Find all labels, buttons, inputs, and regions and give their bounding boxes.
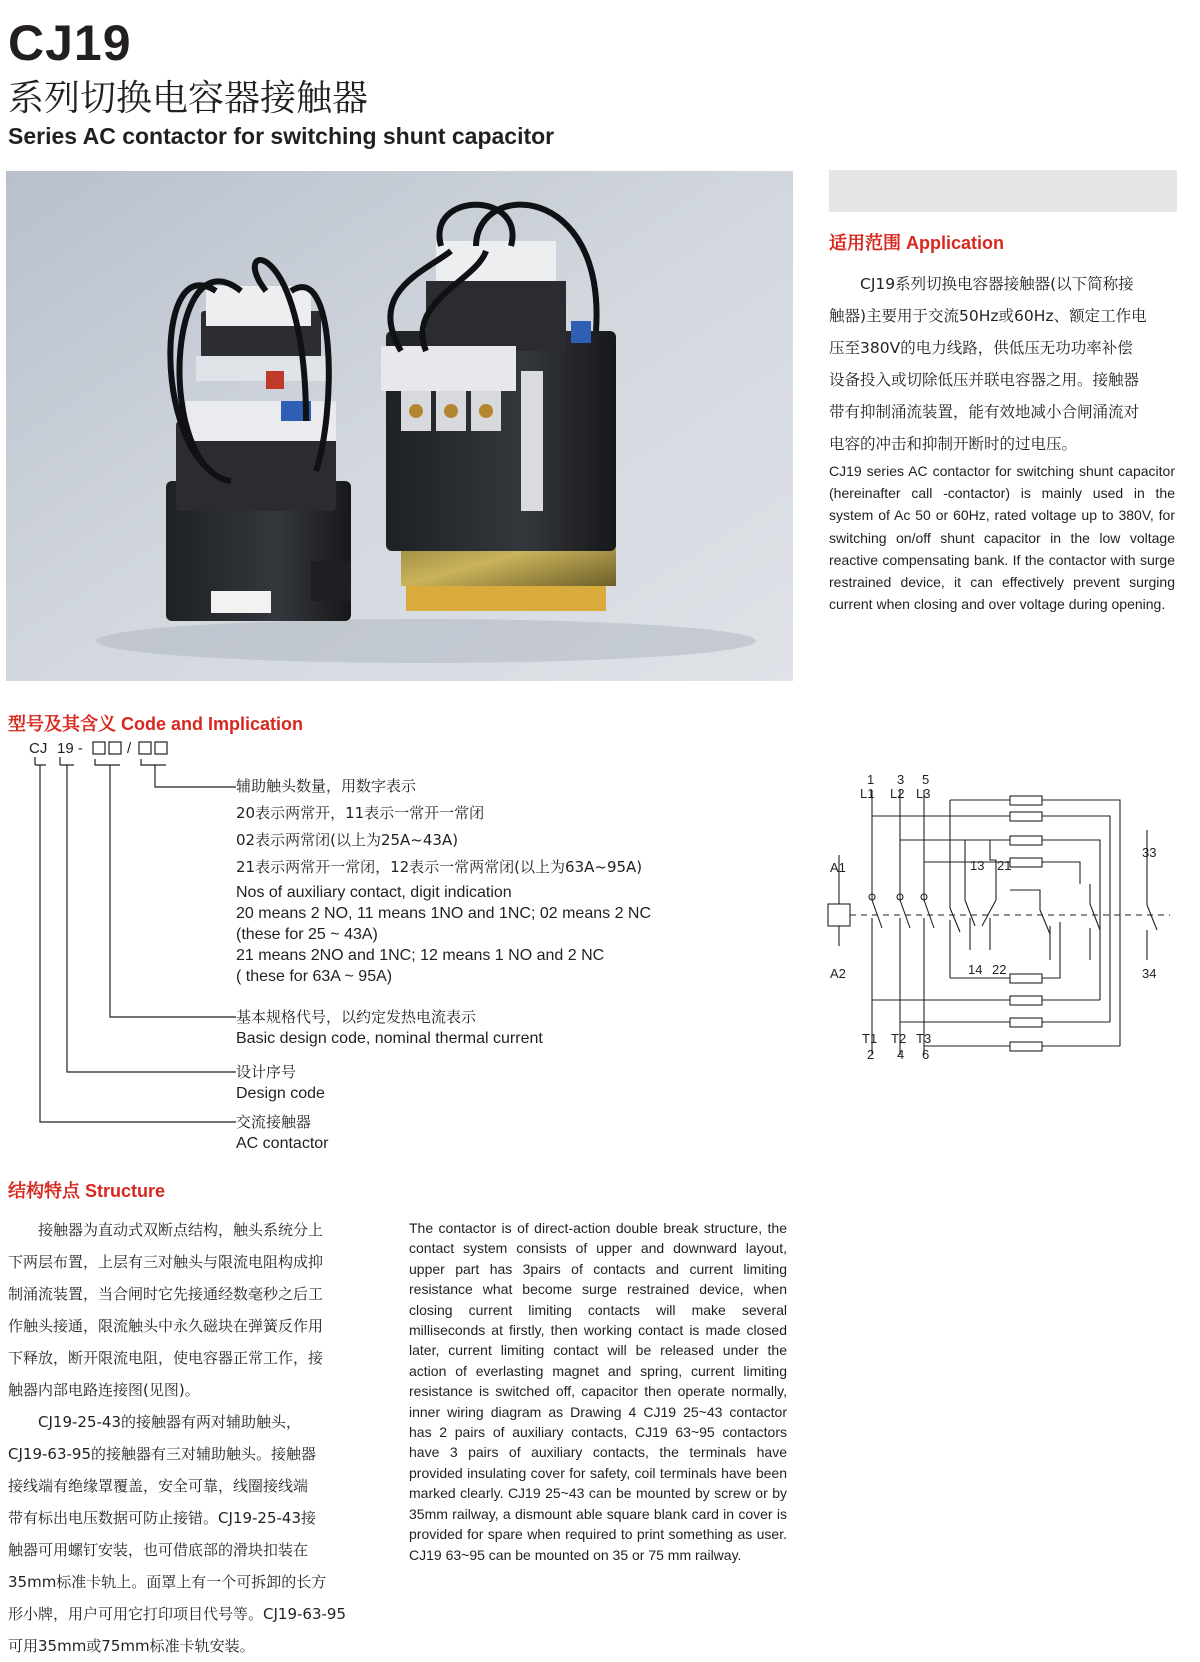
label-t2: T2 bbox=[891, 1031, 907, 1046]
label-33: 33 bbox=[1142, 845, 1157, 860]
aux-cn-line: 02表示两常闭(以上为25A~43A) bbox=[236, 831, 459, 849]
design-code-description bbox=[236, 1062, 325, 1104]
aux-en-line: 21 means 2NO and 1NC; 12 means 1 NO and 2 NC bbox=[236, 947, 605, 964]
structure-cn-line: 触器内部电路连接图(见图)。 bbox=[8, 1381, 200, 1399]
structure-cn-line: 可用35mm或75mm标准卡轨安装。 bbox=[8, 1637, 255, 1655]
aux-contact-description bbox=[236, 776, 716, 987]
aux-en-line: 20 means 2 NO, 11 means 1NO and 1NC; 02 means 2 NC bbox=[236, 905, 652, 922]
label-6: 6 bbox=[922, 1047, 930, 1062]
ac-cn: 交流接触器 bbox=[236, 1113, 312, 1131]
basic-design-description bbox=[236, 1007, 543, 1049]
structure-cn-line: 接触器为直动式双断点结构，触头系统分上 bbox=[38, 1221, 324, 1239]
label-1: 1 bbox=[867, 772, 875, 787]
label-t3: T3 bbox=[916, 1031, 932, 1046]
model-title: CJ19 bbox=[8, 15, 132, 71]
structure-cn-line: 作触头接通，限流触头中永久磁块在弹簧反作用 bbox=[8, 1317, 324, 1335]
label-a2: A2 bbox=[830, 966, 846, 981]
ac-en: AC contactor bbox=[236, 1135, 329, 1152]
code-number: 19 - bbox=[57, 740, 83, 757]
label-5: 5 bbox=[922, 772, 930, 787]
aux-cn-line: 21表示两常开一常闭，12表示一常两常闭(以上为63A~95A) bbox=[236, 858, 643, 876]
label-13: 13 bbox=[970, 858, 985, 873]
title-chinese: 系列切换电容器接触器 bbox=[8, 78, 369, 119]
label-l2: L2 bbox=[890, 786, 905, 801]
application-cn-line: CJ19系列切换电容器接触器(以下简称接 bbox=[860, 275, 1134, 293]
title-english: Series AC contactor for switching shunt capacitor bbox=[8, 123, 555, 149]
structure-cn-line: 触器可用螺钉安装，也可借底部的滑块扣装在 bbox=[8, 1541, 309, 1559]
application-cn-text bbox=[829, 268, 1175, 460]
aux-en-line: Nos of auxiliary contact, digit indication bbox=[236, 884, 512, 901]
label-l3: L3 bbox=[916, 786, 931, 801]
application-heading: 适用范围 Application bbox=[829, 233, 1004, 253]
label-3: 3 bbox=[897, 772, 905, 787]
aux-en-line: ( these for 63A ~ 95A) bbox=[236, 968, 393, 985]
structure-cn-line: CJ19-63-95的接触器有三对辅助触头。接触器 bbox=[8, 1445, 316, 1463]
label-22: 22 bbox=[992, 962, 1007, 977]
label-2: 2 bbox=[867, 1047, 875, 1062]
code-prefix: CJ bbox=[29, 740, 48, 757]
application-cn-line: 触器)主要用于交流50Hz或60Hz、额定工作电 bbox=[829, 307, 1147, 325]
application-cn-line: 设备投入或切除低压并联电容器之用。接触器 bbox=[829, 371, 1140, 389]
product-photo bbox=[6, 171, 793, 681]
decorative-gray-bar bbox=[829, 170, 1177, 212]
code-slash: / bbox=[127, 740, 132, 757]
structure-cn-line: 下释放，断开限流电阻，使电容器正常工作，接 bbox=[8, 1349, 324, 1367]
label-4: 4 bbox=[897, 1047, 905, 1062]
structure-cn-line: 制涌流装置，当合闸时它先接通经数毫秒之后工 bbox=[8, 1285, 324, 1303]
label-14: 14 bbox=[968, 962, 983, 977]
basic-en: Basic design code, nominal thermal current bbox=[236, 1030, 543, 1047]
structure-cn-line: 35mm标准卡轨上。面罩上有一个可拆卸的长方 bbox=[8, 1573, 327, 1591]
wiring-diagram bbox=[820, 760, 1180, 1080]
design-cn: 设计序号 bbox=[236, 1063, 297, 1081]
structure-cn-line: 下两层布置，上层有三对触头与限流电阻构成抑 bbox=[8, 1253, 324, 1271]
basic-cn: 基本规格代号，以约定发热电流表示 bbox=[236, 1008, 477, 1026]
structure-cn-text bbox=[8, 1214, 374, 1662]
label-21: 21 bbox=[997, 858, 1012, 873]
label-a1: A1 bbox=[830, 860, 846, 875]
aux-en-line: (these for 25 ~ 43A) bbox=[236, 926, 378, 943]
structure-cn-line: 带有标出电压数据可防止接错。CJ19-25-43接 bbox=[8, 1509, 316, 1527]
code-heading: 型号及其含义 Code and Implication bbox=[8, 714, 304, 734]
aux-cn-line: 辅助触头数量，用数字表示 bbox=[236, 777, 417, 795]
structure-cn-line: 形小牌，用户可用它打印项目代号等。CJ19-63-95 bbox=[8, 1605, 346, 1623]
application-cn-line: 带有抑制涌流装置，能有效地减小合闸涌流对 bbox=[829, 403, 1140, 421]
code-bracket-lines bbox=[0, 735, 260, 1135]
ac-contactor-description bbox=[236, 1112, 328, 1154]
label-34: 34 bbox=[1142, 966, 1157, 981]
structure-heading: 结构特点 Structure bbox=[8, 1181, 166, 1201]
design-en: Design code bbox=[236, 1085, 325, 1102]
application-cn-line: 电容的冲击和抑制开断时的过电压。 bbox=[829, 435, 1078, 453]
structure-en-text: The contactor is of direct-action double break structure, the contact system consists of upper and downward layout, upper part has 3pairs of contacts and current limiting resistance what become surge restrained device, when closing current limiting contacts will make several milliseconds at firstly, then working contact is made closed later, current limiting contact will be released under the action of everlasting magnet and spring, current limiting resistance is switched off, capacitor then operate normally, inner wiring diagram as Drawing 4 CJ19 25~43 contactor has 2 pairs of auxiliary contacts, CJ19 63~95 contactors have 3 pairs of auxiliary contacts, the terminals have provided insulating cover for safety, coil terminals have been marked clearly. CJ19 25~43 can be mounted by screw or by 35mm railway, a dismount able square blank card in cover is provided for spare when required to print something as user. CJ19 63~95 can be mounted on 35 or 75 mm railway. bbox=[409, 1220, 787, 1563]
application-en-text: CJ19 series AC contactor for switching shunt capacitor (hereinafter call -contactor) is mainly used in the system of Ac 50 or 60Hz, rated voltage up to 380V, for switching on/off shunt capacitor in the low voltage reactive compensating bank. If the contactor with surge restrained device, it can effectively prevent surging current when closing and over voltage during opening. bbox=[829, 463, 1175, 613]
structure-cn-line: 接线端有绝缘罩覆盖，安全可靠，线圈接线端 bbox=[8, 1477, 309, 1495]
application-cn-line: 压至380V的电力线路，供低压无功功率补偿 bbox=[829, 339, 1133, 357]
label-t1: T1 bbox=[862, 1031, 878, 1046]
label-l1: L1 bbox=[860, 786, 875, 801]
structure-cn-line: CJ19-25-43的接触器有两对辅助触头， bbox=[38, 1413, 301, 1431]
aux-cn-line: 20表示两常开，11表示一常开一常闭 bbox=[236, 804, 485, 822]
